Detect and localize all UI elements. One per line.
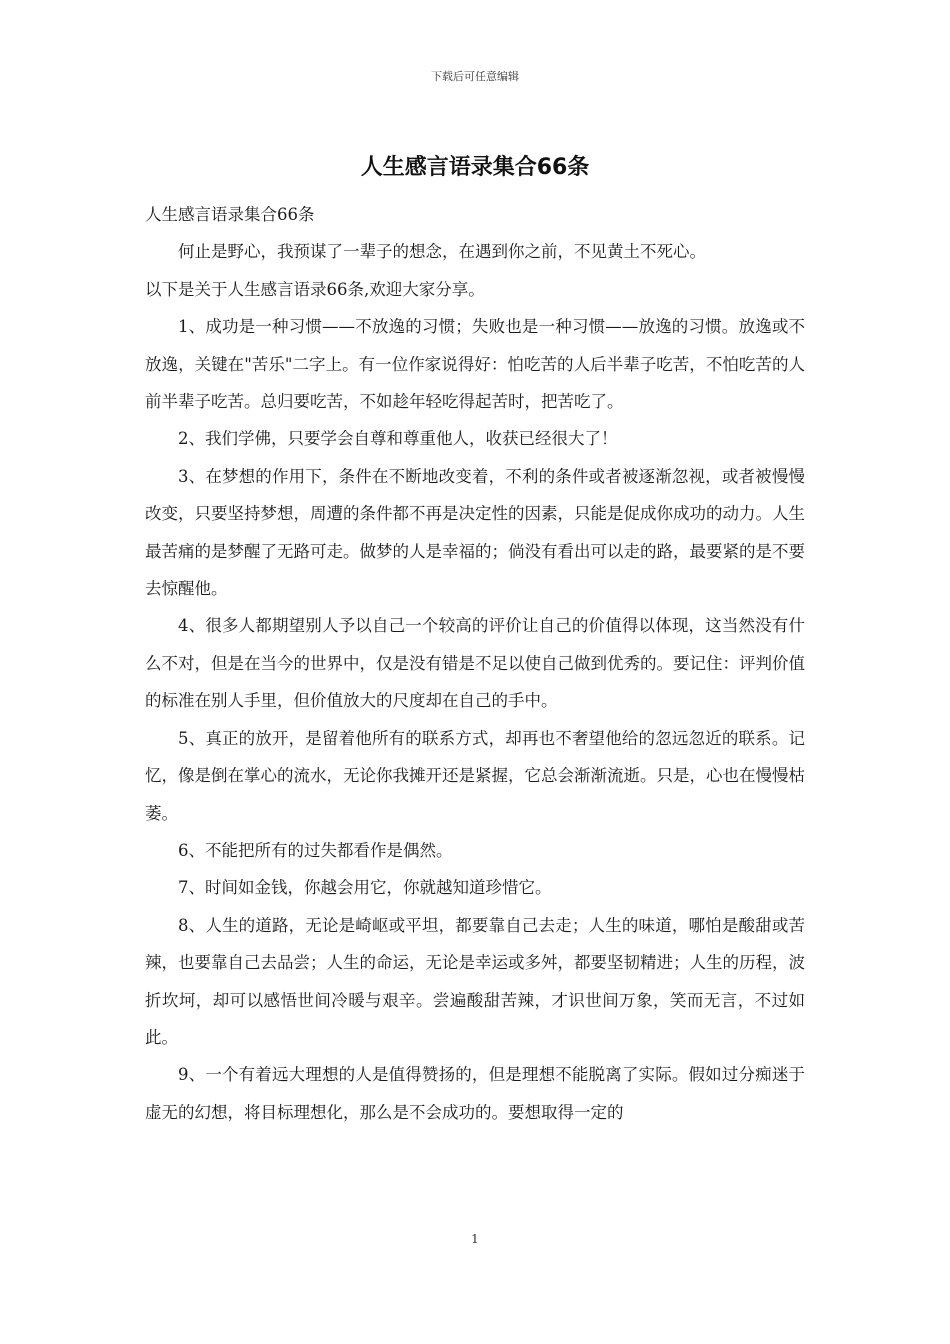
document-body <box>145 196 805 1131</box>
page-number: 1 <box>471 1232 479 1246</box>
paragraph: 2、我们学佛，只要学会自尊和尊重他人，收获已经很大了！ <box>178 429 618 449</box>
paragraph: 9、一个有着远大理想的人是值得赞扬的，但是理想不能脱离了实际。假如过分痴迷于虚无的幻想，将目标理想化，那么是不会成功的。要想取得一定的 <box>145 1065 805 1122</box>
paragraph: 1、成功是一种习惯——不放逸的习惯；失败也是一种习惯——放逸的习惯。放逸或不放逸，关键在"苦乐"二字上。有一位作家说得好：怕吃苦的人后半辈子吃苦，不怕吃苦的人前半辈子吃苦。总归要吃苦，不如趁年轻吃得起苦时，把苦吃了。 <box>145 317 805 412</box>
paragraph: 以下是关于人生感言语录66条,欢迎大家分享。 <box>145 279 485 299</box>
paragraph: 8、人生的道路，无论是崎岖或平坦，都要靠自己去走；人生的味道，哪怕是酸甜或苦辣，也要靠自己去品尝；人生的命运，无论是幸运或多舛，都要坚韧精进；人生的历程，波折坎坷，却可以感悟世间冷暖与艰辛。尝遍酸甜苦辣，才识世间万象，笑而无言，不过如此。 <box>145 915 805 1047</box>
paragraph: 何止是野心，我预谋了一辈子的想念，在遇到你之前，不见黄土不死心。 <box>178 242 706 262</box>
paragraph: 4、很多人都期望别人予以自己一个较高的评价让自己的价值得以体现，这当然没有什么不对，但是在当今的世界中，仅是没有错是不足以使自己做到优秀的。要记住：评判价值的标准在别人手里，但价值放大的尺度却在自己的手中。 <box>145 616 805 711</box>
paragraph: 5、真正的放开，是留着他所有的联系方式，却再也不奢望他给的忽远忽近的联系。记忆，像是倒在掌心的流水，无论你我摊开还是紧握，它总会渐渐流逝。只是，心也在慢慢枯萎。 <box>145 728 805 823</box>
page-header: 下载后可任意编辑 <box>431 70 519 83</box>
paragraph: 3、在梦想的作用下，条件在不断地改变着，不利的条件或者被逐渐忽视，或者被慢慢改变，只要坚持梦想，周遭的条件都不再是决定性的因素，只能是促成你成功的动力。人生最苦痛的是梦醒了无路可走。做梦的人是幸福的；倘没有看出可以走的路，最要紧的是不要去惊醒他。 <box>145 466 805 599</box>
paragraph: 人生感言语录集合66条 <box>145 205 315 224</box>
paragraph: 7、时间如金钱，你越会用它，你就越知道珍惜它。 <box>178 878 552 898</box>
paragraph: 6、不能把所有的过失都看作是偶然。 <box>178 840 453 860</box>
document-title: 人生感言语录集合66条 <box>360 155 590 180</box>
